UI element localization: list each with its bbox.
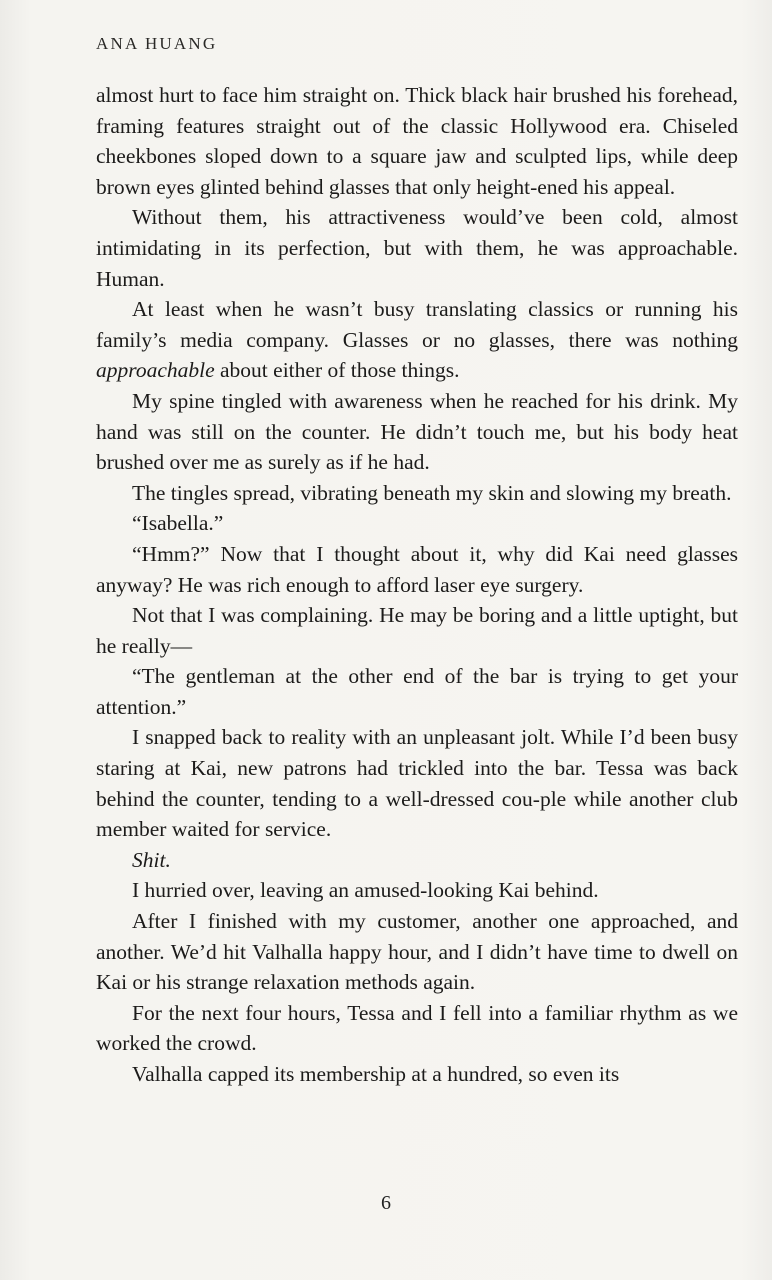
italic-word: approachable: [96, 358, 215, 383]
paragraph: For the next four hours, Tessa and I fell into a familiar rhythm as we worked the crowd.: [96, 1000, 738, 1056]
paragraph: The tingles spread, vibrating beneath my skin and slowing my breath.: [132, 480, 732, 505]
running-head: ANA HUANG: [96, 34, 218, 53]
paragraph: My spine tingled with awareness when he reached for his drink. My hand was still on the counter. He didn’t touch me, but his body heat brushed over me as surely as if he had.: [96, 388, 738, 475]
paragraph: “Hmm?” Now that I thought about it, why did Kai need glasses anyway? He was rich enough to afford laser eye surgery.: [96, 541, 738, 597]
paragraph: Without them, his attractiveness would’ve been cold, almost intimidating in its perfection, but with them, he was approachable. Human.: [96, 205, 738, 291]
page-number: 6: [381, 1192, 391, 1214]
paragraph-text: about either of those things.: [220, 358, 460, 383]
paragraph: [96, 845, 738, 876]
paragraph: Valhalla capped its membership at a hundred, so even its: [132, 1062, 620, 1086]
paragraph: After I finished with my customer, another one approached, and another. We’d hit Valhalla happy hour, and I didn’t have time to dwell on Kai or his strange relaxation methods again.: [96, 909, 738, 995]
paragraph: “The gentleman at the other end of the bar is trying to get your attention.”: [96, 664, 738, 719]
paragraph: almost hurt to face him straight on. Thick black hair brushed his forehead, framing features straight out of the classic Hollywood era. Chiseled cheekbones sloped down to a square jaw and sculpted lips, while deep brown eyes glinted behind glasses that only height-ened his appeal.: [96, 83, 738, 199]
paragraph: [96, 294, 738, 386]
paragraph: I snapped back to reality with an unpleasant jolt. While I’d been busy staring at Kai, new patrons had trickled into the bar. Tessa was back behind the counter, tending to a well-dressed cou-ple while another club member waited for service.: [96, 725, 738, 842]
paragraph: Not that I was complaining. He may be boring and a little uptight, but he really—: [96, 603, 738, 658]
paragraph-text: At least when he wasn’t busy translating classics or running his family’s media company. Glasses or no glasses, there was nothing: [96, 297, 738, 352]
italic-line: Shit.: [132, 847, 171, 872]
paragraph: “Isabella.”: [132, 511, 224, 536]
body-text: [96, 80, 738, 1090]
paragraph: I hurried over, leaving an amused-looking Kai behind.: [132, 878, 599, 903]
